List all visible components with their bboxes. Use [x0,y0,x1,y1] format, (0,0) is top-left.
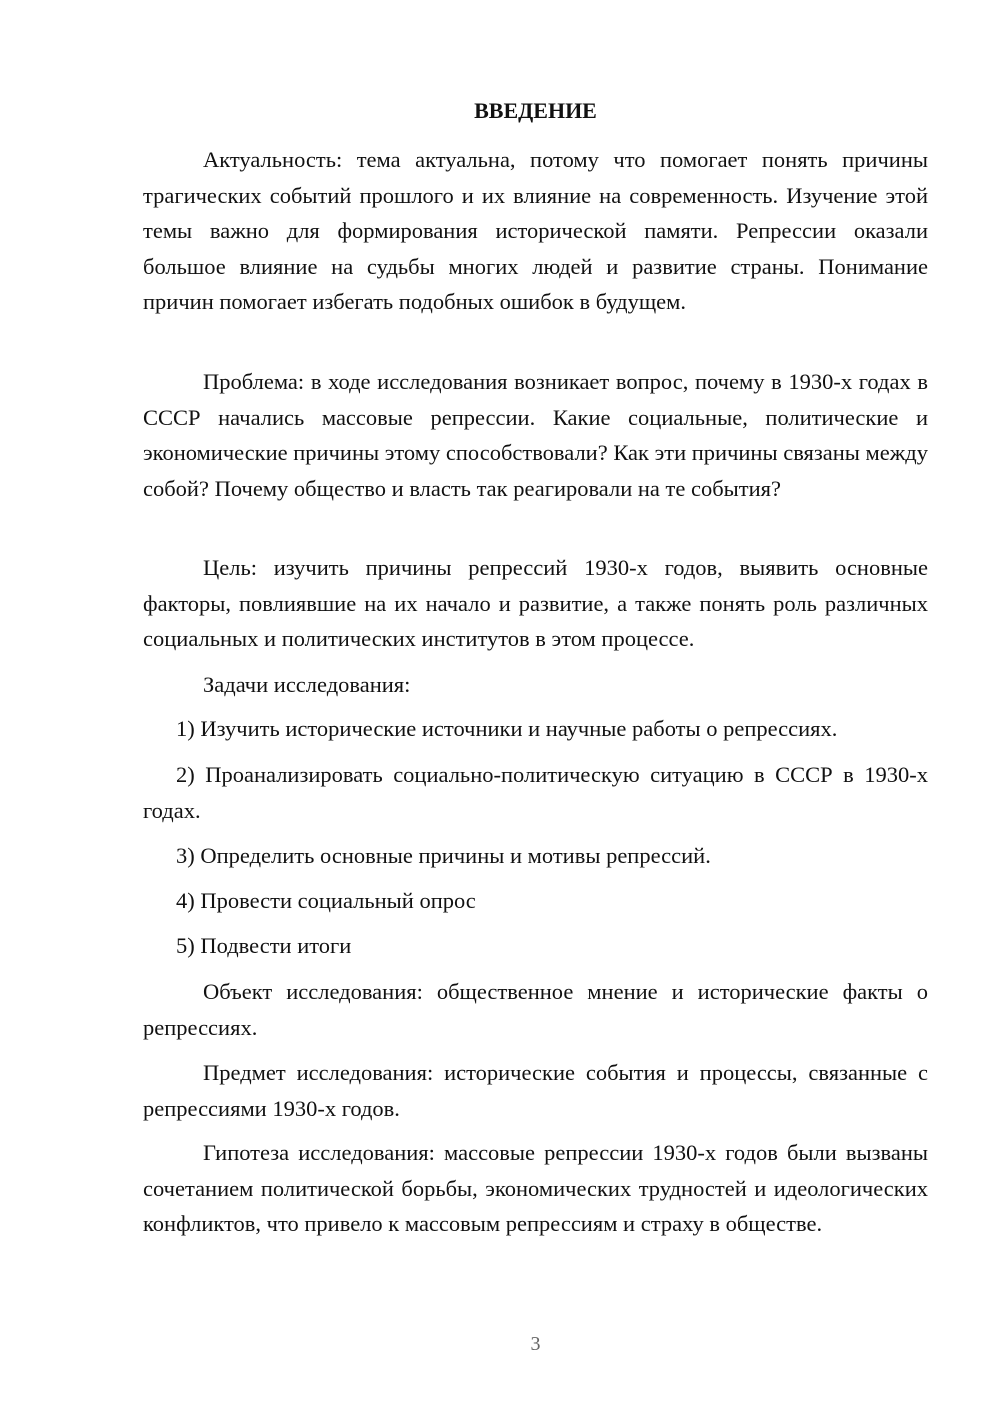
subject-paragraph: Предмет исследования: исторические события и процессы, связанные с репрессиями 1930-х годов. [143,1060,928,1121]
task-item-5: 5) Подвести итоги [176,933,352,958]
document-page [143,0,928,1414]
object-paragraph: Объект исследования: общественное мнение и исторические факты о репрессиях. [143,979,928,1040]
goal-paragraph: Цель: изучить причины репрессий 1930-х годов, выявить основные факторы, повлиявшие на их начало и развитие, а также понять роль различных социальных и политических институтов в этом процессе. [143,555,928,651]
task-item-3: 3) Определить основные причины и мотивы репрессий. [176,843,711,868]
tasks-heading: Задачи исследования: [203,672,411,697]
page-number: 3 [530,1333,541,1355]
problem-paragraph: Проблема: в ходе исследования возникает вопрос, почему в 1930-х годах в СССР начались массовые репрессии. Какие социальные, политические и экономические причины этому способствовали? Как эти причины связаны между собой? Почему общество и власть так реагировали на те события? [143,369,928,501]
hypothesis-paragraph: Гипотеза исследования: массовые репрессии 1930-х годов были вызваны сочетанием политической борьбы, экономических трудностей и идеологических конфликтов, что привело к массовым репрессиям и страху в обществе. [143,1140,928,1236]
section-title: ВВЕДЕНИЕ [474,98,597,123]
task-item-1: 1) Изучить исторические источники и научные работы о репрессиях. [176,716,838,741]
task-item-2: 2) Проанализировать социально-политическую ситуацию в СССР в 1930-х годах. [143,762,928,823]
task-item-4: 4) Провести социальный опрос [176,888,476,913]
relevance-paragraph: Актуальность: тема актуальна, потому что помогает понять причины трагических событий прошлого и их влияние на современность. Изучение этой темы важно для формирования исторической памяти. Репрессии оказали большое влияние на судьбы многих людей и развитие страны. Понимание причин помогает избегать подобных ошибок в будущем. [143,147,928,314]
